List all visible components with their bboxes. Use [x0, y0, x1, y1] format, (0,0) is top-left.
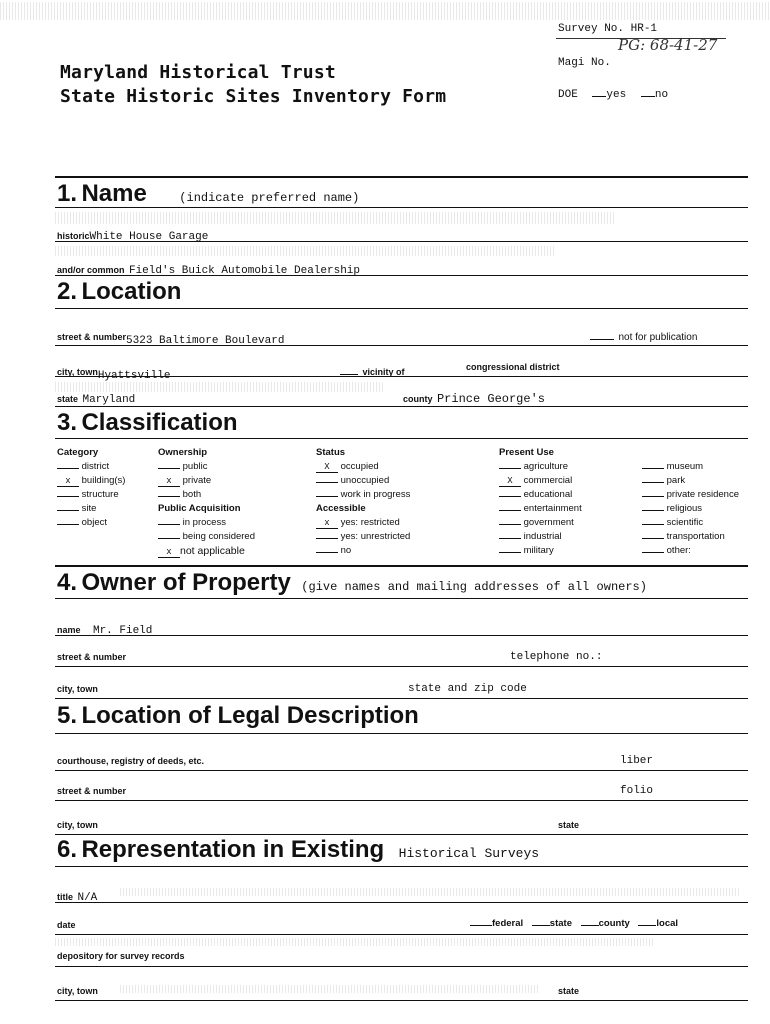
acquisition-not-applicable[interactable]: x not applicable [158, 544, 255, 558]
section2-title: Location [81, 278, 182, 305]
historic-value: White House Garage [89, 231, 209, 243]
state-label: state [57, 394, 79, 404]
accessible-no[interactable]: no [316, 544, 410, 558]
section2-number: 2. [57, 278, 78, 305]
status-heading: Status [316, 447, 346, 458]
status-occupied[interactable]: X occupied [316, 460, 410, 474]
vicinity-field[interactable] [340, 362, 404, 380]
county-blank[interactable] [581, 925, 599, 926]
section6-number: 6. [57, 836, 78, 863]
use-educational[interactable]: educational [499, 488, 582, 502]
common-label: and/or common [57, 265, 125, 275]
doe-field [558, 89, 668, 101]
accessible-unrestricted[interactable]: yes: unrestricted [316, 530, 410, 544]
telephone-label[interactable]: telephone no.: [510, 651, 603, 663]
scan-noise [55, 212, 615, 224]
survey-state-field-label[interactable]: state [558, 986, 580, 996]
section6-title: Representation in Existing [81, 836, 385, 863]
use-other[interactable]: other: [642, 544, 739, 558]
divider [55, 800, 748, 801]
historic-label: historic [57, 231, 90, 241]
section1-title: Name [81, 180, 147, 207]
scan-noise [55, 938, 655, 946]
divider [55, 345, 748, 346]
divider [55, 866, 748, 867]
use-museum[interactable]: museum [642, 460, 739, 474]
section3-heading [57, 409, 238, 437]
scan-noise [120, 888, 740, 896]
doe-label: DOE [558, 89, 578, 101]
status-work-in-progress[interactable]: work in progress [316, 488, 410, 502]
doe-no-label: no [654, 89, 669, 101]
section5-heading [57, 702, 419, 730]
use-park[interactable]: park [642, 474, 739, 488]
divider [55, 241, 748, 242]
section5-title: Location of Legal Description [81, 702, 419, 729]
vicinity-label: vicinity of [362, 367, 405, 377]
survey-title-label: title [57, 892, 74, 902]
category-column [57, 446, 125, 530]
use-government[interactable]: government [499, 516, 582, 530]
use-military[interactable]: military [499, 544, 582, 558]
survey-title-value: N/A [77, 892, 98, 904]
present-use-column-1 [499, 446, 582, 558]
section6-title-tail: Historical Surveys [398, 846, 540, 861]
city-field[interactable] [57, 362, 170, 380]
vicinity-blank[interactable] [340, 374, 358, 375]
divider [55, 666, 748, 667]
use-industrial[interactable]: industrial [499, 530, 582, 544]
divider [55, 934, 748, 935]
section4-number: 4. [57, 569, 78, 596]
survey-city-label[interactable]: city, town [57, 986, 98, 996]
form-title-line1: Maryland Historical Trust [60, 62, 336, 83]
common-value: Field's Buick Automobile Dealership [128, 265, 361, 277]
magi-number: Magi No. [558, 57, 611, 69]
divider [55, 770, 748, 771]
accessible-restricted[interactable]: x yes: restricted [316, 516, 410, 530]
use-religious[interactable]: religious [642, 502, 739, 516]
federal-label: federal [492, 918, 524, 929]
divider [55, 635, 748, 636]
use-private-residence[interactable]: private residence [642, 488, 739, 502]
divider [55, 834, 748, 835]
present-use-column-2 [642, 460, 739, 558]
status-column [316, 446, 410, 558]
divider [55, 902, 748, 903]
acquisition-in-process[interactable]: in process [158, 516, 255, 530]
congressional-district-label: congressional district [466, 362, 560, 372]
ownership-heading: Ownership [158, 447, 208, 458]
local-blank[interactable] [638, 925, 656, 926]
category-site[interactable]: site [57, 502, 125, 516]
not-for-publication-field[interactable] [590, 327, 697, 345]
legal-state-label[interactable]: state [558, 820, 580, 830]
use-scientific[interactable]: scientific [642, 516, 739, 530]
divider [55, 733, 748, 734]
section2-heading [57, 278, 181, 306]
doe-yes-label: yes [606, 89, 627, 101]
legal-city-label[interactable]: city, town [57, 820, 98, 830]
ownership-column [158, 446, 255, 558]
public-acquisition-heading: Public Acquisition [158, 503, 241, 514]
section1-number: 1. [57, 180, 78, 207]
divider [55, 376, 748, 377]
divider [55, 308, 748, 309]
ownership-public[interactable]: public [158, 460, 255, 474]
form-title-line2: State Historic Sites Inventory Form [60, 86, 447, 107]
category-structure[interactable]: structure [57, 488, 125, 502]
survey-level-options [470, 917, 678, 931]
section4-note: (give names and mailing addresses of all owners) [301, 580, 647, 594]
state-field[interactable] [57, 389, 135, 407]
acquisition-being-considered[interactable]: being considered [158, 530, 255, 544]
status-unoccupied[interactable]: unoccupied [316, 474, 410, 488]
survey-state-label: state [549, 918, 572, 929]
owner-city-label[interactable]: city, town [57, 684, 98, 694]
ownership-both[interactable]: both [158, 488, 255, 502]
state-zip-label[interactable]: state and zip code [408, 683, 527, 695]
owner-name-value: Mr. Field [92, 625, 153, 637]
divider [55, 598, 748, 599]
courthouse-label[interactable]: courthouse, registry of deeds, etc. [57, 756, 205, 766]
owner-street-label[interactable]: street & number [57, 652, 127, 662]
scan-noise [55, 246, 555, 256]
not-for-publication-label: not for publication [618, 332, 698, 343]
federal-blank[interactable] [470, 925, 492, 926]
scan-noise [0, 2, 770, 20]
section-divider [55, 565, 748, 567]
category-heading: Category [57, 447, 99, 458]
divider [55, 438, 748, 439]
section3-number: 3. [57, 409, 78, 436]
category-object[interactable]: object [57, 516, 125, 530]
survey-date-label[interactable]: date [57, 920, 76, 930]
divider [55, 966, 748, 967]
category-buildings[interactable]: x building(s) [57, 474, 125, 488]
city-label: city, town [57, 367, 98, 377]
liber-label[interactable]: liber [620, 755, 654, 767]
county-field[interactable] [403, 389, 545, 407]
depository-label[interactable]: depository for survey records [57, 951, 185, 961]
section4-heading [57, 569, 647, 597]
use-commercial[interactable]: X commercial [499, 474, 582, 488]
doe-yes-blank[interactable] [592, 96, 606, 97]
accessible-heading: Accessible [316, 503, 366, 514]
street-label: street & number [57, 332, 127, 342]
section-divider [55, 176, 748, 178]
county-label: county [403, 394, 433, 404]
divider [55, 406, 748, 407]
section1-note: (indicate preferred name) [179, 191, 360, 205]
state-value: Maryland [82, 394, 136, 406]
legal-street-label[interactable]: street & number [57, 786, 127, 796]
divider [55, 207, 748, 208]
street-value: 5323 Baltimore Boulevard [126, 335, 285, 347]
section6-heading [57, 836, 539, 864]
use-agriculture[interactable]: agriculture [499, 460, 582, 474]
ownership-private[interactable]: x private [158, 474, 255, 488]
owner-name-label: name [57, 625, 81, 635]
doe-no-blank[interactable] [641, 96, 655, 97]
category-district[interactable]: district [57, 460, 125, 474]
folio-label[interactable]: folio [620, 785, 654, 797]
use-transportation[interactable]: transportation [642, 530, 739, 544]
divider [55, 698, 748, 699]
city-value: Hyattsville [97, 370, 171, 382]
use-entertainment[interactable]: entertainment [499, 502, 582, 516]
street-field[interactable] [57, 327, 284, 345]
not-for-publication-blank[interactable] [590, 339, 614, 340]
present-use-heading: Present Use [499, 447, 554, 458]
handwritten-number: PG: 68-41-27 [618, 36, 718, 54]
section4-title: Owner of Property [81, 569, 291, 596]
county-value: Prince George's [436, 392, 545, 406]
section3-title: Classification [81, 409, 238, 436]
scan-noise [120, 985, 540, 993]
survey-number: Survey No. HR-1 [558, 23, 658, 35]
divider [55, 1000, 748, 1001]
section5-number: 5. [57, 702, 78, 729]
divider [55, 275, 748, 276]
survey-local-label: local [656, 918, 679, 929]
section1-heading [57, 180, 359, 208]
state-blank[interactable] [532, 925, 550, 926]
survey-county-label: county [598, 918, 630, 929]
